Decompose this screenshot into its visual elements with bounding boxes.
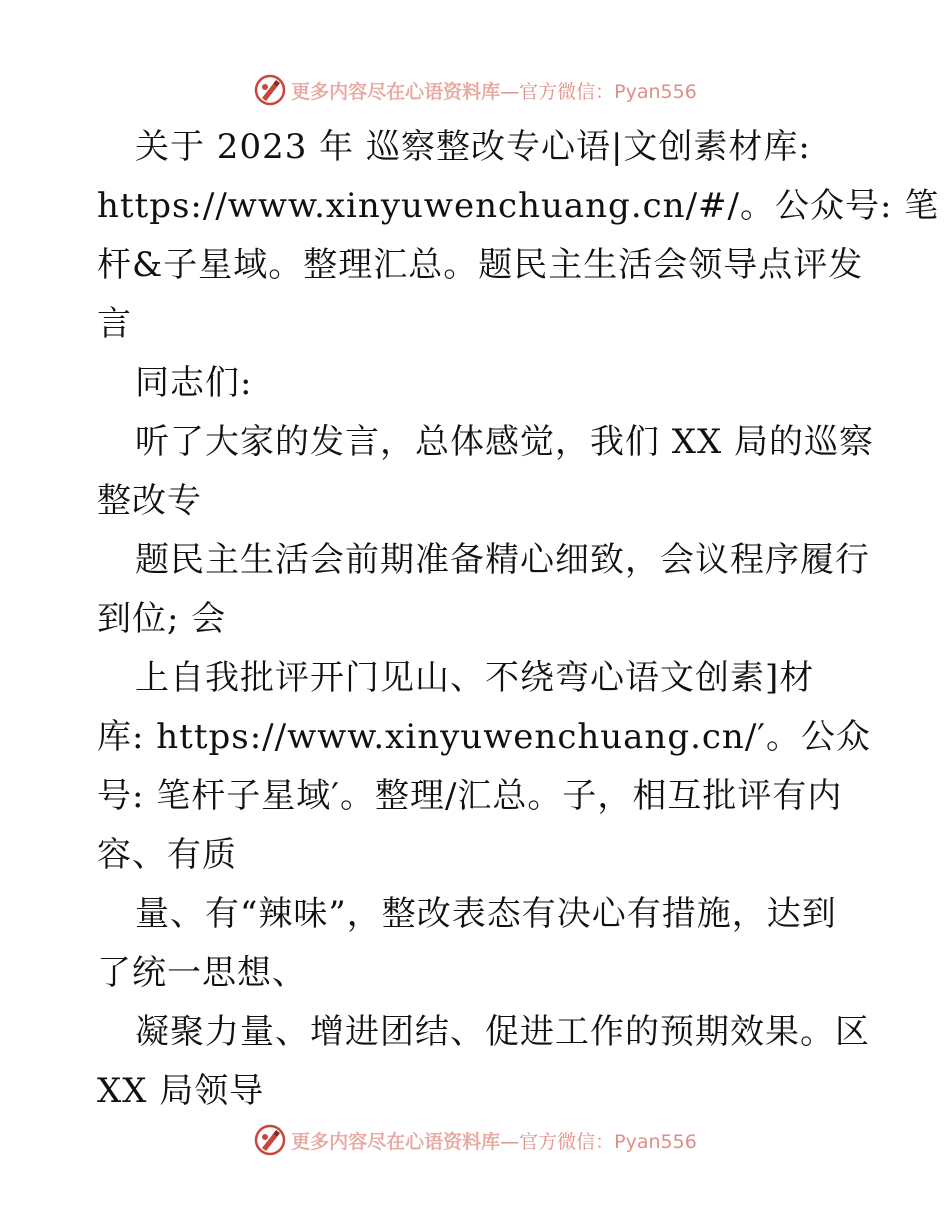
- text-line: 整改专: [97, 481, 202, 521]
- text-line: 容、有质: [97, 835, 237, 875]
- banner-wechat: 官方微信：Pyan556: [519, 80, 697, 103]
- text-line: 号: 笔杆子星域′。整理/汇总。子，相互批评有内: [97, 776, 843, 816]
- banner-wechat: 官方微信：Pyan556: [519, 1130, 697, 1153]
- banner-title: 更多内容尽在心语资料库: [291, 80, 501, 103]
- text-line: 杆&子星域。整理汇总。题民主生活会领导点评发: [97, 245, 864, 285]
- text-line: 同志们:: [135, 363, 253, 403]
- text-line: 上自我批评开门见山、不绕弯心语文创素]材: [135, 658, 815, 698]
- text-line: 库: https://www.xinyuwenchuang.cn/′。公众: [97, 717, 872, 757]
- pen-logo-icon: [253, 1123, 287, 1157]
- document-body: [97, 118, 940, 1121]
- text-line: 凝聚力量、增进团结、促进工作的预期效果。区: [135, 1012, 870, 1052]
- text-line: 到位; 会: [97, 599, 227, 639]
- text-line: XX 局领导: [97, 1071, 265, 1111]
- banner-title: 更多内容尽在心语资料库: [291, 1130, 501, 1153]
- pen-logo-icon: [253, 73, 287, 107]
- text-line: https://www.xinyuwenchuang.cn/#/。公众号: 笔: [97, 186, 940, 226]
- text-line: 关于 2023 年 巡察整改专心语|文创素材库:: [135, 127, 811, 167]
- text-line: 了统一思想、: [97, 953, 307, 993]
- banner-dash: —: [500, 80, 520, 103]
- banner-dash: —: [500, 1130, 520, 1153]
- text-line: 题民主生活会前期准备精心细致，会议程序履行: [135, 540, 870, 580]
- header-banner: [0, 70, 950, 110]
- text-line: 听了大家的发言，总体感觉，我们 XX 局的巡察: [135, 422, 875, 462]
- footer-banner: [0, 1120, 950, 1160]
- text-line: 量、有“辣味”，整改表态有决心有措施，达到: [135, 894, 837, 934]
- text-line: 言: [97, 304, 132, 344]
